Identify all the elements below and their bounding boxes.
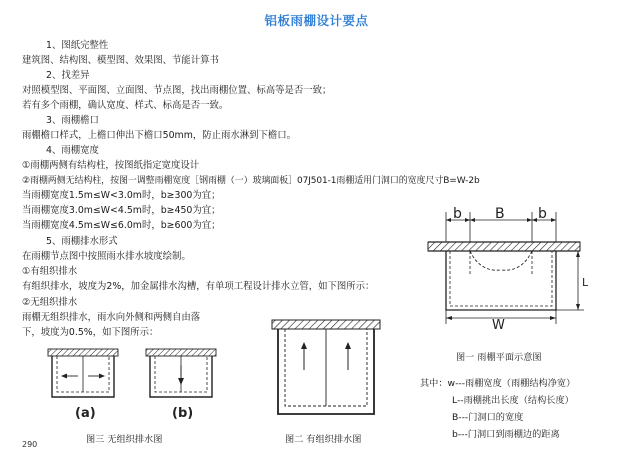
section-4-text-3: 当雨棚宽度1.5m≤W<3.0m时，b≥300为宜； (22, 190, 221, 201)
legend-w: 其中：w---雨棚宽度（雨棚结构净宽） (420, 378, 576, 389)
figure-1-caption: 图一 雨棚平面示意图 (456, 352, 542, 363)
label-b-left: b (453, 206, 462, 222)
figure-3-caption: 图三 无组织排水图 (86, 434, 163, 445)
section-2-heading: 2、找差异 (46, 70, 90, 81)
section-2-text-2: 若有多个雨棚，确认宽度、样式、标高是否一致。 (22, 100, 229, 111)
label-b: (b) (172, 406, 194, 421)
section-3-text: 雨棚檐口样式，上檐口伸出下檐口50mm，防止雨水淋到下檐口。 (22, 130, 296, 141)
label-L: L (582, 276, 589, 289)
figure-1-diagram (420, 200, 600, 345)
section-5-heading: 5、雨棚排水形式 (46, 236, 118, 247)
section-5-text-5: 雨棚无组织排水，雨水向外侧和两侧自由落 (22, 312, 201, 323)
wall-hatch (428, 242, 580, 251)
figure-3-diagram (44, 345, 224, 423)
section-4-text-1: ①雨棚两侧有结构柱，按图纸指定宽度设计 (22, 160, 200, 171)
figure-2-caption: 图二 有组织排水图 (285, 434, 362, 445)
section-5-text-2: ①有组织排水 (22, 266, 78, 277)
label-b-right: b (538, 206, 547, 222)
page-title: 铝板雨棚设计要点 (264, 13, 369, 28)
legend-b: b---门洞口到雨棚边的距离 (452, 429, 560, 440)
section-1-heading: 1、图纸完整性 (46, 40, 109, 51)
label-a: (a) (75, 406, 96, 421)
section-5-text-6: 下，坡度为0.5%，如下图所示： (22, 327, 159, 338)
legend-L: L--雨棚挑出长度（结构长度） (452, 395, 574, 406)
section-1-text: 建筑图、结构图、模型图、效果图、节能计算书 (22, 55, 219, 66)
label-W: W (492, 318, 505, 333)
legend-B: B---门洞口的宽度 (452, 412, 524, 423)
section-4-text-4: 当雨棚宽度3.0m≤W<4.5m时，b≥450为宜； (22, 205, 221, 216)
section-2-text-1: 对照模型图、平面图、立面图、节点图，找出雨棚位置、标高等是否一致； (22, 85, 332, 96)
section-5-text-4: ②无组织排水 (22, 297, 78, 308)
section-5-text-1: 在雨棚节点图中按照雨水排水坡度绘制。 (22, 251, 191, 262)
section-4-heading: 4、雨棚宽度 (46, 145, 99, 156)
figure-2-diagram (270, 318, 382, 426)
page-number: 290 (22, 440, 38, 449)
section-4-text-5: 当雨棚宽度4.5m≤W≤6.0m时，b≥600为宜； (22, 220, 221, 231)
label-B: B (495, 206, 505, 222)
section-5-text-3: 有组织排水，坡度为2%，加金属排水沟槽，有单项工程设计排水立管，如下图所示： (22, 281, 375, 292)
section-3-heading: 3、雨棚檐口 (46, 115, 99, 126)
section-4-text-2: ②雨棚两侧无结构柱，按图一调整雨棚宽度［钢雨棚（一）玻璃面板］07J501-1雨棚适用门洞口的宽度尺寸B=W-2b (22, 176, 480, 186)
